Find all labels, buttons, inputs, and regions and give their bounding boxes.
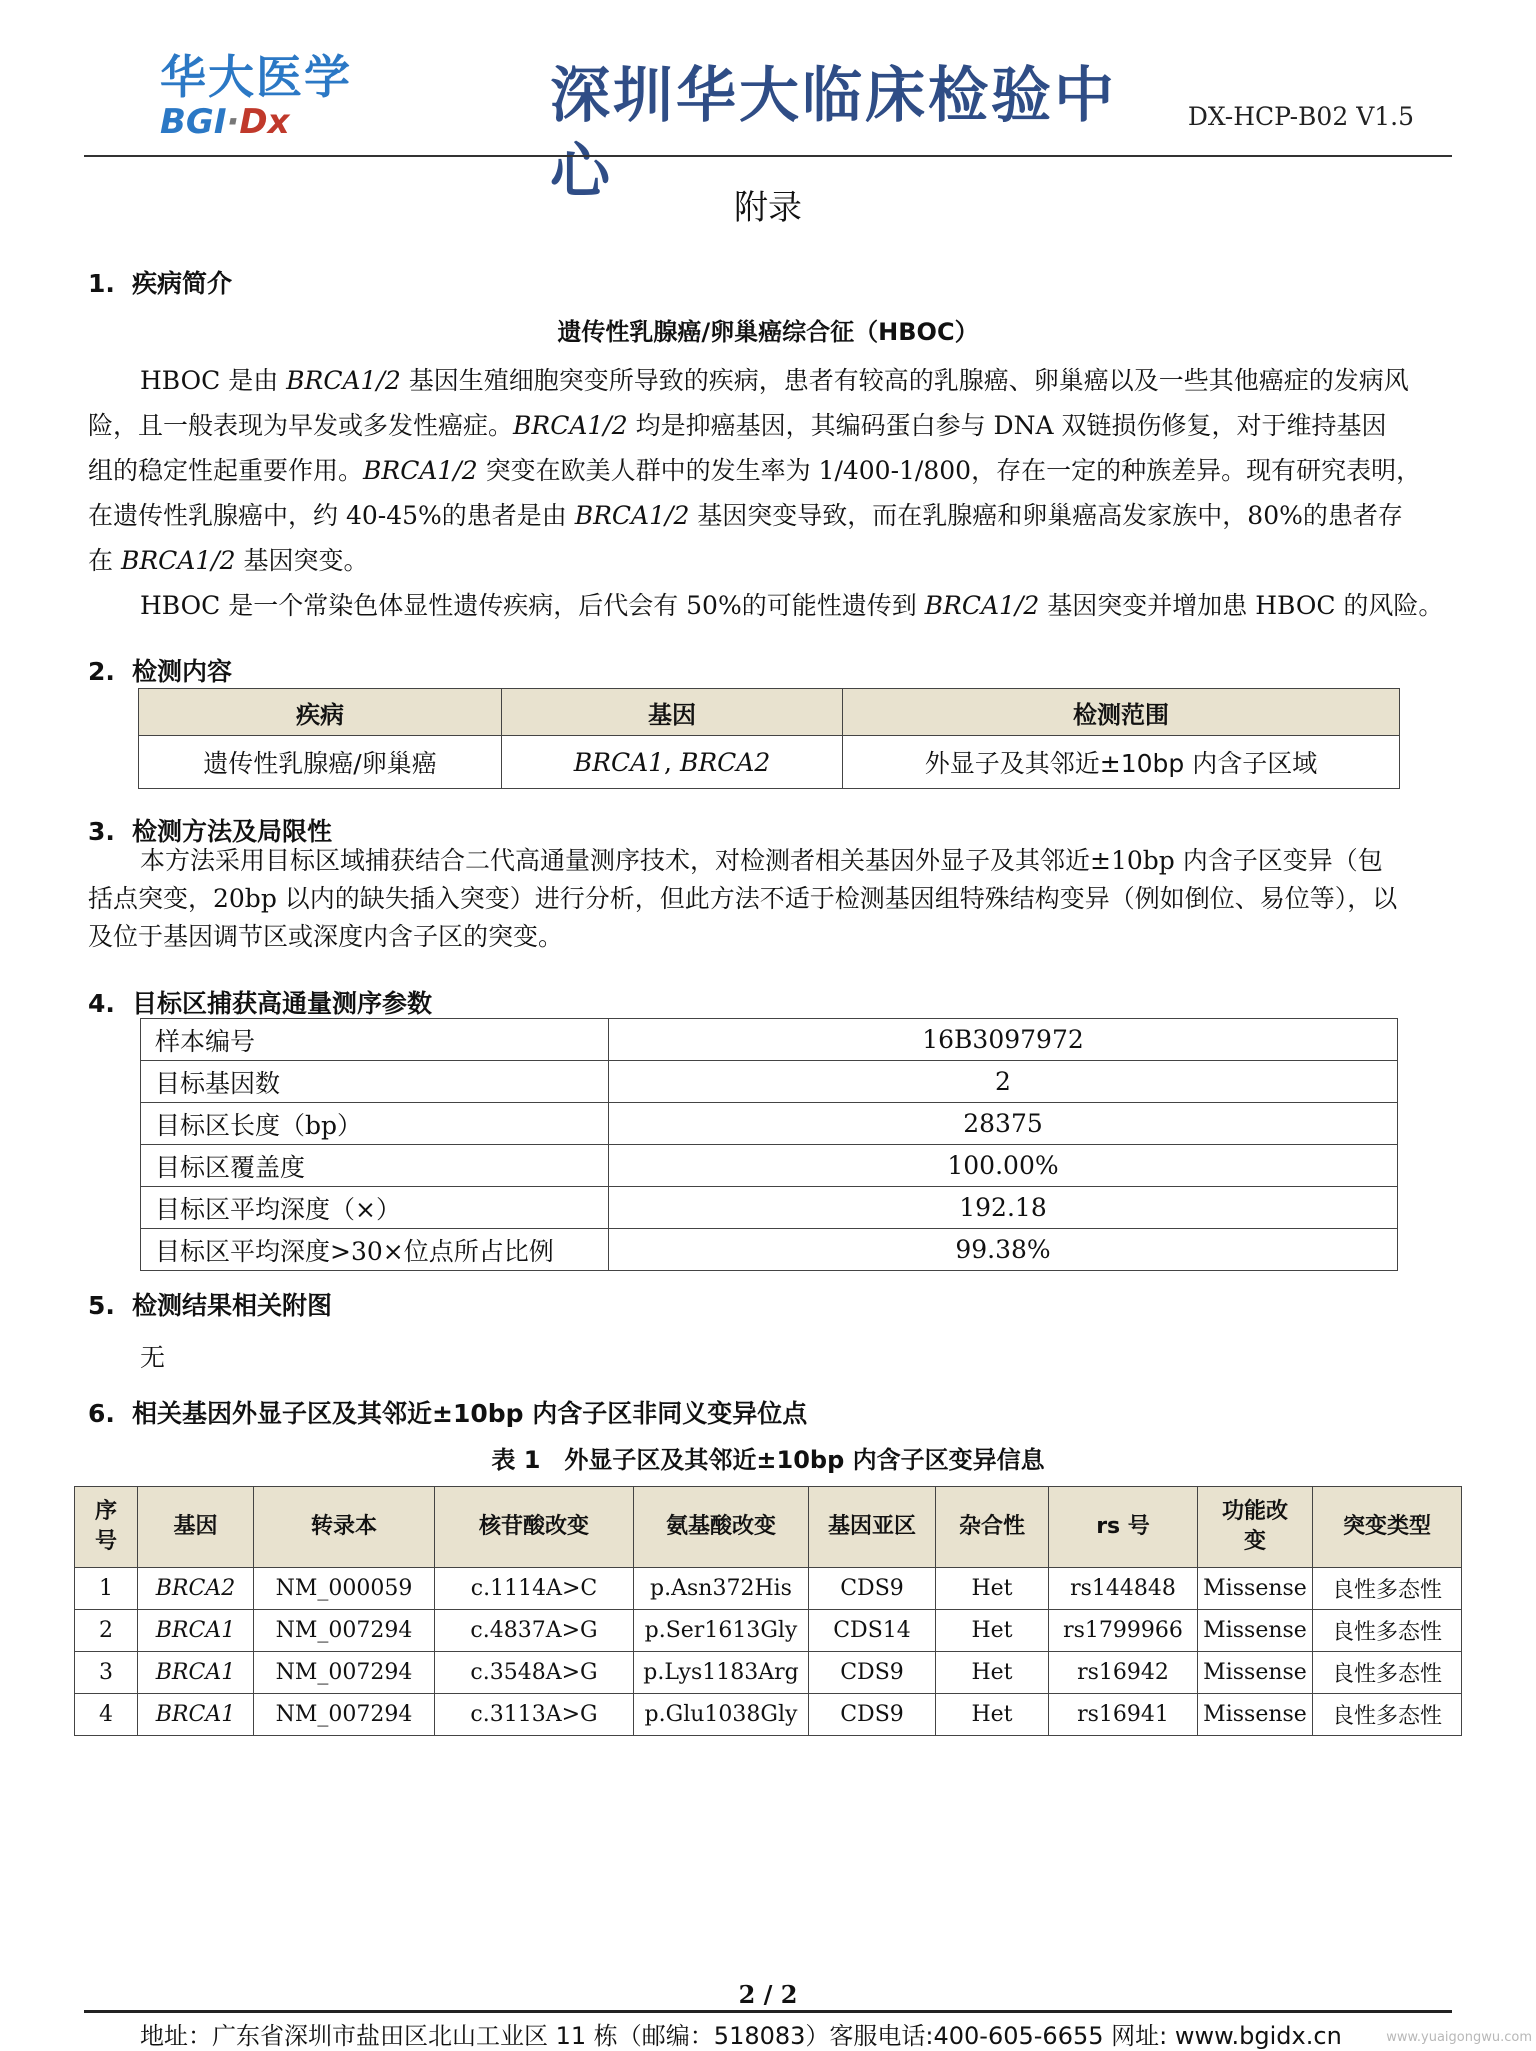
header-range: 检测范围 [843,689,1400,736]
cell-transcript: NM_007294 [254,1610,435,1652]
table-row [141,1229,1398,1271]
logo-bgi: BGI [160,102,227,142]
hboc-subtitle: 遗传性乳腺癌/卵巢癌综合征（HBOC） [557,318,979,346]
cell-function: Missense [1198,1610,1313,1652]
param-value: 192.18 [609,1187,1398,1229]
page-number: 2 / 2 [738,1980,798,2009]
method-line-3: 及位于基因调节区或深度内含子区的突变。 [88,922,564,951]
sequencing-params-table [140,1018,1398,1271]
param-value: 2 [609,1061,1398,1103]
table-row [75,1694,1462,1736]
cell-subregion: CDS9 [809,1568,936,1610]
cell-seq: 1 [75,1568,138,1610]
param-value: 16B3097972 [609,1019,1398,1061]
table-row [141,1145,1398,1187]
param-label: 目标基因数 [141,1061,609,1103]
cell-transcript: NM_007294 [254,1694,435,1736]
section-4-title: 目标区捕获高通量测序参数 [132,989,433,1018]
cell-gene: BRCA1 [138,1610,254,1652]
cell-amino: p.Lys1183Arg [634,1652,809,1694]
method-line-2: 括点突变，20bp 以内的缺失插入突变）进行分析，但此方法不适于检测基因组特殊结构变异（例如倒位、易位等），以 [88,884,1398,913]
appendix-title: 附录 [734,188,802,228]
header-seq: 序 号 [75,1487,138,1568]
cell-zygosity: Het [936,1652,1049,1694]
cell-zygosity: Het [936,1610,1049,1652]
cell-gene: BRCA1 [138,1652,254,1694]
table-row [75,1610,1462,1652]
variant-table-caption: 表 1 外显子区及其邻近±10bp 内含子区变异信息 [491,1446,1045,1474]
param-value: 99.38% [609,1229,1398,1271]
section-1-heading [88,264,232,300]
cell-function: Missense [1198,1568,1313,1610]
watermark: www.yuaigongwu.com [1386,2030,1532,2045]
document-code: DX-HCP-B02 V1.5 [1187,102,1414,131]
header-gene: 基因 [138,1487,254,1568]
param-value: 28375 [609,1103,1398,1145]
param-label: 目标区长度（bp） [141,1103,609,1145]
cell-seq: 2 [75,1610,138,1652]
variant-table [74,1486,1462,1736]
desc-line-3: 组的稳定性起重要作用。BRCA1/2 突变在欧美人群中的发生率为 1/400-1/800，存在一定的种族差异。现有研究表明， [88,456,1422,485]
cell-transcript: NM_000059 [254,1568,435,1610]
header-disease: 疾病 [139,689,502,736]
param-label: 样本编号 [141,1019,609,1061]
cell-function: Missense [1198,1652,1313,1694]
cell-nucleotide: c.1114A>C [435,1568,634,1610]
header-type: 突变类型 [1313,1487,1462,1568]
cell-rs: rs144848 [1049,1568,1198,1610]
header-zygosity: 杂合性 [936,1487,1049,1568]
cell-subregion: CDS9 [809,1694,936,1736]
header-transcript: 转录本 [254,1487,435,1568]
cell-zygosity: Het [936,1568,1049,1610]
section-6-number: 6. [88,1399,115,1428]
param-label: 目标区覆盖度 [141,1145,609,1187]
section-5-heading [88,1286,332,1322]
cell-disease: 遗传性乳腺癌/卵巢癌 [139,736,502,789]
cell-amino: p.Glu1038Gly [634,1694,809,1736]
table-row [75,1568,1462,1610]
section-1-number: 1. [88,269,115,298]
cell-genes: BRCA1, BRCA2 [502,736,843,789]
cell-type: 良性多态性 [1313,1694,1462,1736]
header-function: 功能改 变 [1198,1487,1313,1568]
section-2-number: 2. [88,657,115,686]
header-nucleotide: 核苷酸改变 [435,1487,634,1568]
cell-type: 良性多态性 [1313,1610,1462,1652]
logo-dot: · [226,102,240,142]
header-divider [84,155,1452,157]
cell-amino: p.Ser1613Gly [634,1610,809,1652]
header-gene: 基因 [502,689,843,736]
param-value: 100.00% [609,1145,1398,1187]
variant-header-row [75,1487,1462,1568]
desc-line-6: HBOC 是一个常染色体显性遗传疾病，后代会有 50%的可能性遗传到 BRCA1/2 基因突变并增加患 HBOC 的风险。 [140,591,1444,620]
cell-seq: 4 [75,1694,138,1736]
method-line-1: 本方法采用目标区域捕获结合二代高通量测序技术，对检测者相关基因外显子及其邻近±10bp 内含子区变异（包 [140,846,1383,875]
header-amino: 氨基酸改变 [634,1487,809,1568]
cell-type: 良性多态性 [1313,1652,1462,1694]
center-title: 深圳华大临床检验中心 [550,61,1117,207]
table-row [141,1019,1398,1061]
section-3-number: 3. [88,817,115,846]
cell-amino: p.Asn372His [634,1568,809,1610]
section-6-title: 相关基因外显子区及其邻近±10bp 内含子区非同义变异位点 [132,1399,808,1428]
cell-rs: rs16942 [1049,1652,1198,1694]
desc-line-2: 险，且一般表现为早发或多发性癌症。BRCA1/2 均是抑癌基因，其编码蛋白参与 DNA 双链损伤修复，对于维持基因 [88,411,1387,440]
cell-gene: BRCA1 [138,1694,254,1736]
table-row [141,1187,1398,1229]
table-row [141,1103,1398,1145]
cell-nucleotide: c.3113A>G [435,1694,634,1736]
cell-gene: BRCA2 [138,1568,254,1610]
desc-line-1: HBOC 是由 BRCA1/2 基因生殖细胞突变所导致的疾病，患者有较高的乳腺癌、卵巢癌以及一些其他癌症的发病风 [140,366,1409,395]
test-content-table [138,688,1400,789]
param-label: 目标区平均深度>30×位点所占比例 [141,1229,609,1271]
section-4-number: 4. [88,989,115,1018]
header-subregion: 基因亚区 [809,1487,936,1568]
logo-dx: Dx [239,102,290,142]
section-3-title: 检测方法及局限性 [132,817,333,846]
logo-chinese-text: 华大医学 [160,50,352,104]
cell-nucleotide: c.3548A>G [435,1652,634,1694]
section-6-heading [88,1394,807,1430]
section-2-title: 检测内容 [132,657,233,686]
section-1-title: 疾病简介 [132,269,233,298]
cell-rs: rs1799966 [1049,1610,1198,1652]
header-rs: rs 号 [1049,1487,1198,1568]
cell-seq: 3 [75,1652,138,1694]
footer-divider [84,2010,1452,2013]
hboc-description [88,358,1448,628]
cell-zygosity: Het [936,1694,1049,1736]
figures-none-text: 无 [140,1343,166,1372]
section-4-heading [88,984,432,1020]
section-5-title: 检测结果相关附图 [132,1291,333,1320]
test-content-header-row [139,689,1400,736]
table-row [75,1652,1462,1694]
bgi-logo [160,52,370,142]
cell-rs: rs16941 [1049,1694,1198,1736]
table-row [141,1061,1398,1103]
table-row [139,736,1400,789]
section-5-number: 5. [88,1291,115,1320]
logo-english-text [160,104,370,140]
section-2-heading [88,652,232,688]
desc-line-4: 在遗传性乳腺癌中，约 40-45%的患者是由 BRCA1/2 基因突变导致，而在乳腺癌和卵巢癌高发家族中，80%的患者存 [88,501,1403,530]
cell-subregion: CDS9 [809,1652,936,1694]
cell-subregion: CDS14 [809,1610,936,1652]
cell-function: Missense [1198,1694,1313,1736]
desc-line-5: 在 BRCA1/2 基因突变。 [88,546,369,575]
cell-range: 外显子及其邻近±10bp 内含子区域 [843,736,1400,789]
cell-nucleotide: c.4837A>G [435,1610,634,1652]
footer-address: 地址：广东省深圳市盐田区北山工业区 11 栋（邮编：518083）客服电话:400-605-6655 网址: www.bgidx.cn [140,2022,1342,2050]
param-label: 目标区平均深度（×） [141,1187,609,1229]
cell-type: 良性多态性 [1313,1568,1462,1610]
method-description [88,842,1448,956]
cell-transcript: NM_007294 [254,1652,435,1694]
